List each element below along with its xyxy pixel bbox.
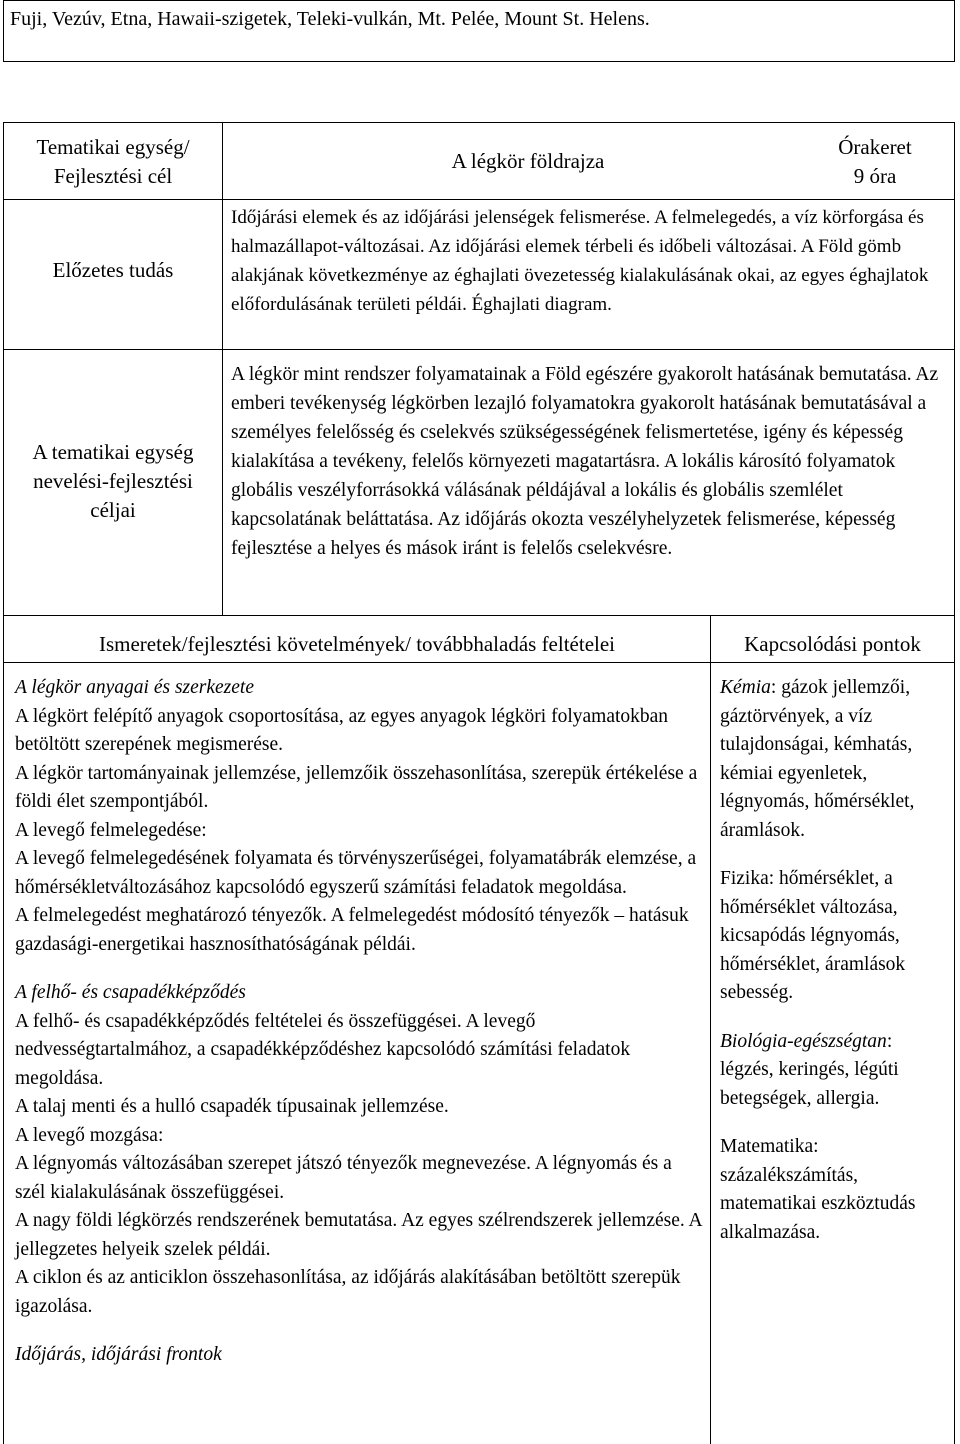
spacer bbox=[15, 1321, 705, 1341]
section-title-weather: Időjárás, időjárási frontok bbox=[15, 1344, 222, 1365]
paragraph: A ciklon és az anticiklon összehasonlítása, az időjárás alakításában betöltött szerepük igazolása. bbox=[15, 1267, 681, 1317]
connection-sep: : bbox=[768, 868, 780, 889]
spacer bbox=[15, 959, 705, 979]
connections-content bbox=[720, 674, 948, 1247]
table-border bbox=[3, 0, 955, 1]
table-border bbox=[710, 615, 711, 1444]
table-border bbox=[3, 349, 955, 350]
connection-chemistry bbox=[720, 674, 948, 845]
connection-sep: : bbox=[813, 1136, 819, 1157]
paragraph: A légkör tartományainak jellemzése, jellemzőik összehasonlítása, szerepük értékelése a földi élet szempontjából. bbox=[15, 762, 698, 812]
table-border bbox=[3, 122, 955, 123]
goals-label bbox=[4, 438, 222, 525]
section-title-atmosphere: A légkör anyagai és szerkezete bbox=[15, 677, 254, 698]
connection-text: százalékszámítás, matematikai eszköztudás alkalmazása. bbox=[720, 1164, 916, 1243]
goals-label-line1: A tematikai egység bbox=[32, 440, 194, 464]
connection-subject: Matematika bbox=[720, 1136, 814, 1157]
connection-subject: Biológia-egészségtan bbox=[720, 1030, 887, 1052]
section-title-clouds: A felhő- és csapadékképződés bbox=[15, 982, 246, 1003]
paragraph: A légnyomás változásában szerepet játszó tényezők megnevezése. A légnyomás és a szél kialakulásának összefüggései. bbox=[15, 1153, 672, 1203]
table-border bbox=[3, 122, 4, 616]
paragraph: A légkört felépítő anyagok csoportosítása, az egyes anyagok légköri folyamatokban betöltött szerepének megismerése. bbox=[15, 705, 669, 755]
connection-text: gázok jellemzői, gáztörvények, a víz tulajdonságai, kémhatás, kémiai egyenletek, légnyomás, hőmérséklet, áramlások. bbox=[720, 677, 915, 841]
connection-sep: : bbox=[886, 1030, 893, 1052]
paragraph: A levegő mozgása: bbox=[15, 1124, 164, 1146]
connection-text: hőmérséklet, a hőmérséklet változása, kicsapódás légnyomás, hőmérséklet, áramlások sebesség. bbox=[720, 868, 906, 1003]
paragraph: A felhő- és csapadékképződés feltételei és összefüggései. A levegő nedvességtartalmához, a csapadékképződéshez kapcsolódó számítási feladatok megoldása. bbox=[15, 1010, 631, 1089]
goals-text: A légkör mint rendszer folyamatainak a Föld egészére gyakorolt hatásának bemutatása. Az emberi tevékenység légkörben lezajló folyamatokra gyakorolt hatásának bemutatásával a személyes felelősség és cselekvés szükségességének felismertetése, igény és képesség kialakítása a tevékeny, felelős környezeti magatartásra. A lokális károsító folyamatok globális veszélyforrásokká válásának példájával a lokális és globális szemlélet kapcsolatának beláttatása. Az időjárás okozta veszélyhelyzetek felismerése, képesség fejlesztése a helyes és mások iránt is felelős cselekvésre. bbox=[231, 364, 939, 559]
table-border bbox=[3, 0, 4, 62]
connections-header: Kapcsolódási pontok bbox=[744, 632, 921, 656]
paragraph: A felmelegedést meghatározó tényezők. A felmelegedést módosító tényezők – hatásuk gazdasági-energetikai hasznosíthatóságának példái. bbox=[15, 905, 689, 955]
table-border bbox=[3, 615, 4, 1444]
paragraph: A levegő felmelegedése: bbox=[15, 819, 207, 841]
table-border bbox=[3, 615, 955, 616]
unit-goal-label bbox=[4, 133, 222, 191]
requirements-header: Ismeretek/fejlesztési követelmények/ továbbhaladás feltételei bbox=[98, 632, 616, 656]
prior-knowledge-label: Előzetes tudás bbox=[52, 258, 174, 282]
connection-biology bbox=[720, 1028, 948, 1114]
requirements-content bbox=[15, 674, 705, 1370]
connection-math bbox=[720, 1133, 948, 1247]
connection-sep: : bbox=[770, 677, 782, 698]
prior-knowledge-text: Időjárási elemek és az időjárási jelenségek felismerése. A felmelegedés, a víz körforgása és halmazállapot-változásai. Az időjárási elemek térbeli és időbeli változásai. A Föld gömb alakjának következménye az éghajlati övezetesség kialakulásának okai, az egyes éghajlatok előfordulásának területi példái. Éghajlati diagram. bbox=[231, 207, 929, 315]
paragraph: A levegő felmelegedésének folyamata és törvényszerűségei, folyamatábrák elemzése, a hőmérsékletváltozásához kapcsolódó egyszerű számítási feladatok megoldása. bbox=[15, 848, 697, 898]
time-frame-label: Órakeret bbox=[838, 135, 912, 159]
time-frame bbox=[800, 133, 950, 191]
paragraph: A talaj menti és a hulló csapadék típusainak jellemzése. bbox=[15, 1096, 449, 1117]
table-border bbox=[3, 199, 955, 200]
spacer bbox=[720, 1113, 948, 1133]
goals-label-line3: céljai bbox=[90, 498, 136, 522]
goals-label-line2: nevelési-fejlesztési bbox=[33, 469, 193, 493]
table-border bbox=[3, 61, 955, 62]
paragraph: A nagy földi légkörzés rendszerének bemutatása. Az egyes szélrendszerek jellemzése. A jellegzetes helyeik szelek példái. bbox=[15, 1210, 702, 1260]
spacer bbox=[720, 1008, 948, 1028]
unit-goal-label-line2: Fejlesztési cél bbox=[53, 164, 173, 188]
top-row-text: Fuji, Vezúv, Etna, Hawaii-szigetek, Teleki-vulkán, Mt. Pelée, Mount St. Helens. bbox=[10, 8, 650, 30]
table-border bbox=[954, 0, 955, 62]
connection-subject: Kémia bbox=[720, 677, 771, 698]
table-border bbox=[222, 122, 223, 616]
unit-title: A légkör földrajza bbox=[451, 149, 605, 173]
table-border bbox=[3, 662, 955, 663]
connection-physics bbox=[720, 865, 948, 1008]
connection-text: légzés, keringés, légúti betegségek, allergia. bbox=[720, 1059, 899, 1109]
table-border bbox=[954, 122, 955, 1444]
unit-goal-label-line1: Tematikai egység/ bbox=[36, 135, 190, 159]
spacer bbox=[720, 845, 948, 865]
time-frame-value: 9 óra bbox=[853, 164, 897, 188]
connection-subject: Fizika bbox=[720, 868, 769, 889]
